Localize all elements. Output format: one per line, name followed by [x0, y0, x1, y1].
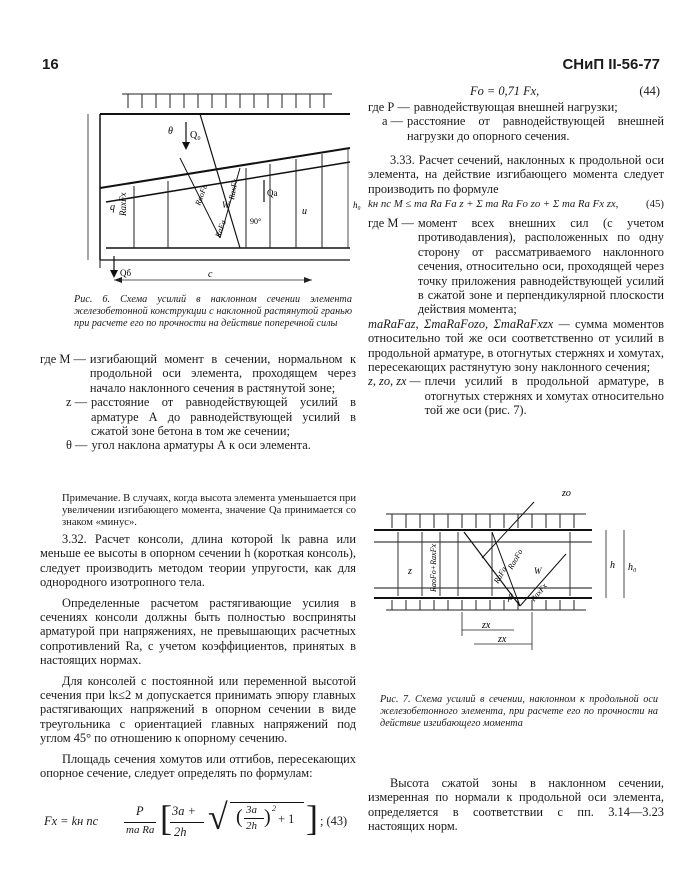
def-P: где Р — равнодействующая внешней нагрузки; — [368, 100, 618, 114]
def-moments: mаRаFаz, ΣmаRаFоzо, ΣmаRаFхzх — сумма моментов относительно той же оси соответственно от усилий в продольной арматуре, в отогнутых стержнях и хомутах, пересекающих растянутую зону наклонного сечения; — [368, 316, 664, 375]
fig7-label-h: h — [610, 560, 615, 571]
fig7-label-rafa: RаFа — [491, 565, 509, 585]
fig7-label-z: z — [408, 566, 412, 577]
paragraph-forces: Определенные расчетом растягивающие усилия в сечениях консоли должны быть полностью восприняты арматурой при напряжениях, не превышающих расчетных сопротивлений Rа, с учетом коэффициентов, принятых в настоящих нормах. — [40, 595, 356, 668]
def-M-ext: где М — момент всех внешних сил (с учетом противодавления), расположенных по одну сторону от рассматриваемого наклонного сечения, относительно оси, проходящей через точку приложения равнодействующей усилий в сжатой зоне и перпендикулярной плоскости действия момента; — [368, 216, 664, 317]
figure-7-caption: Рис. 7. Схема усилий в сечении, наклонном к продольной оси железобетонного элемента, при расчете его по прочности на действие изгибающего момента — [380, 694, 658, 729]
equation-44: Fо = 0,71 Fх, (44) — [470, 84, 660, 98]
fig7-label-h0: h₀ — [628, 562, 637, 573]
fig6-label-raofo: RаоFо — [193, 183, 210, 207]
fig7-label-raxfx: RахFх — [528, 581, 549, 604]
figure-6-caption: Рис. 6. Схема усилий в наклонном сечении элемента железобетонной конструкции с наклонной растянутой гранью при расчете его по прочности на действие поперечной силы — [74, 294, 352, 329]
fig6-label-theta: θ — [168, 126, 173, 137]
fig6-label-rafa: RаFа — [213, 218, 228, 239]
def-theta: θ — угол наклона арматуры А к оси элемента. — [66, 438, 311, 453]
equation-45: kн nс M ≤ mа Rа Fа z + Σ mа Rа Fо zо + Σ mа Rа Fх zх, (45) — [368, 198, 664, 210]
paragraph-compressed-zone: Высота сжатой зоны в наклонном сечении, измеренная по нормали к продольной оси элемента, определяется в соответствии с пп. 3.14—3.23 настоящих норм. — [368, 776, 664, 834]
fig7-label-zx2: zх — [498, 634, 507, 645]
def-z: z — расстояние от равнодействующей усилий в арматуре А до равнодействующей усилий в сжатой зоне бетона в том же сечении; — [66, 395, 356, 439]
def-arms: z, zо, zх — плечи усилий в продольной арматуре, в отогнутых стержнях и хомутах относительно той же оси (рис. 7). — [368, 374, 664, 418]
fig6-label-qa: Qа — [267, 188, 278, 198]
fig6-label-h0: h₀ — [353, 200, 361, 210]
paragraph-consoles: Для консолей с постоянной или переменной высотой сечения при lк≤2 м допускается принимать эпюру главных растягивающих напряжений в опорном сечении в виде треугольника с ориентацией главных напряжений под углом 45° по отношению к опорному сечению. — [40, 673, 356, 746]
figure-6-diagram — [70, 88, 361, 288]
paragraph-3-32: 3.32. Расчет консоли, длина которой lк равна или меньше ее высоты в опорном сечении h (короткая консоль), следует производить методом теории упругости, как для однородного изотропного тела. — [40, 532, 356, 590]
fig6-label-rax: RахFх — [118, 192, 128, 216]
document-code: СНиП II-56-77 — [562, 56, 660, 73]
def-a: a — расстояние от равнодействующей внешней нагрузки до опорного сечения. — [382, 114, 664, 143]
paragraph-area: Площадь сечения хомутов или отгибов, пересекающих опорное сечение, следует определять по формулам: — [40, 751, 356, 781]
fig7-label-beta: β — [508, 592, 513, 602]
note: Примечание. В случаях, когда высота элемента уменьшается при увеличении изгибающего момента, значение Qа принимается со знаком «минус». — [62, 493, 356, 529]
left-paragraphs — [40, 532, 356, 781]
right-definitions-1 — [368, 100, 664, 143]
paragraph-3-33: 3.33. Расчет сечений, наклонных к продольной оси элемента, на действие изгибающего момента следует производить по формуле — [368, 153, 664, 196]
fig6-label-rax2: RахFх — [227, 178, 240, 201]
figure-7-diagram — [374, 488, 650, 668]
fig7-label-zo: zо — [562, 488, 571, 499]
right-definitions-2 — [368, 216, 664, 418]
page-number: 16 — [42, 56, 59, 73]
def-M: где М — изгибающий момент в сечении, нормальном к продольной оси элемента, проходящем через начало наклонного сечения в растянутой зоне; — [40, 352, 356, 395]
fig6-label-qb: Qб — [120, 268, 132, 278]
fig7-label-rao: RаоFо+RахFх — [429, 543, 438, 592]
left-definitions — [40, 352, 356, 453]
fig7-label-w: W — [534, 566, 542, 576]
fig6-label-q0: Q₀ — [190, 130, 201, 141]
fig6-label-q: q — [110, 202, 115, 213]
fig6-label-w: W — [222, 200, 230, 210]
formula-43: Fх = kн nс P mа Rа [ 3a + 2h √ ( 3a 2h ) 2 + 1 ] ; (43) — [44, 797, 348, 839]
fig6-label-deg: 90° — [250, 217, 262, 226]
fig6-label-u: u — [302, 206, 307, 217]
fig7-label-raofo: RаоFо — [505, 547, 525, 571]
fig7-label-zx1: zх — [482, 620, 491, 631]
fig6-label-c: с — [208, 269, 213, 280]
